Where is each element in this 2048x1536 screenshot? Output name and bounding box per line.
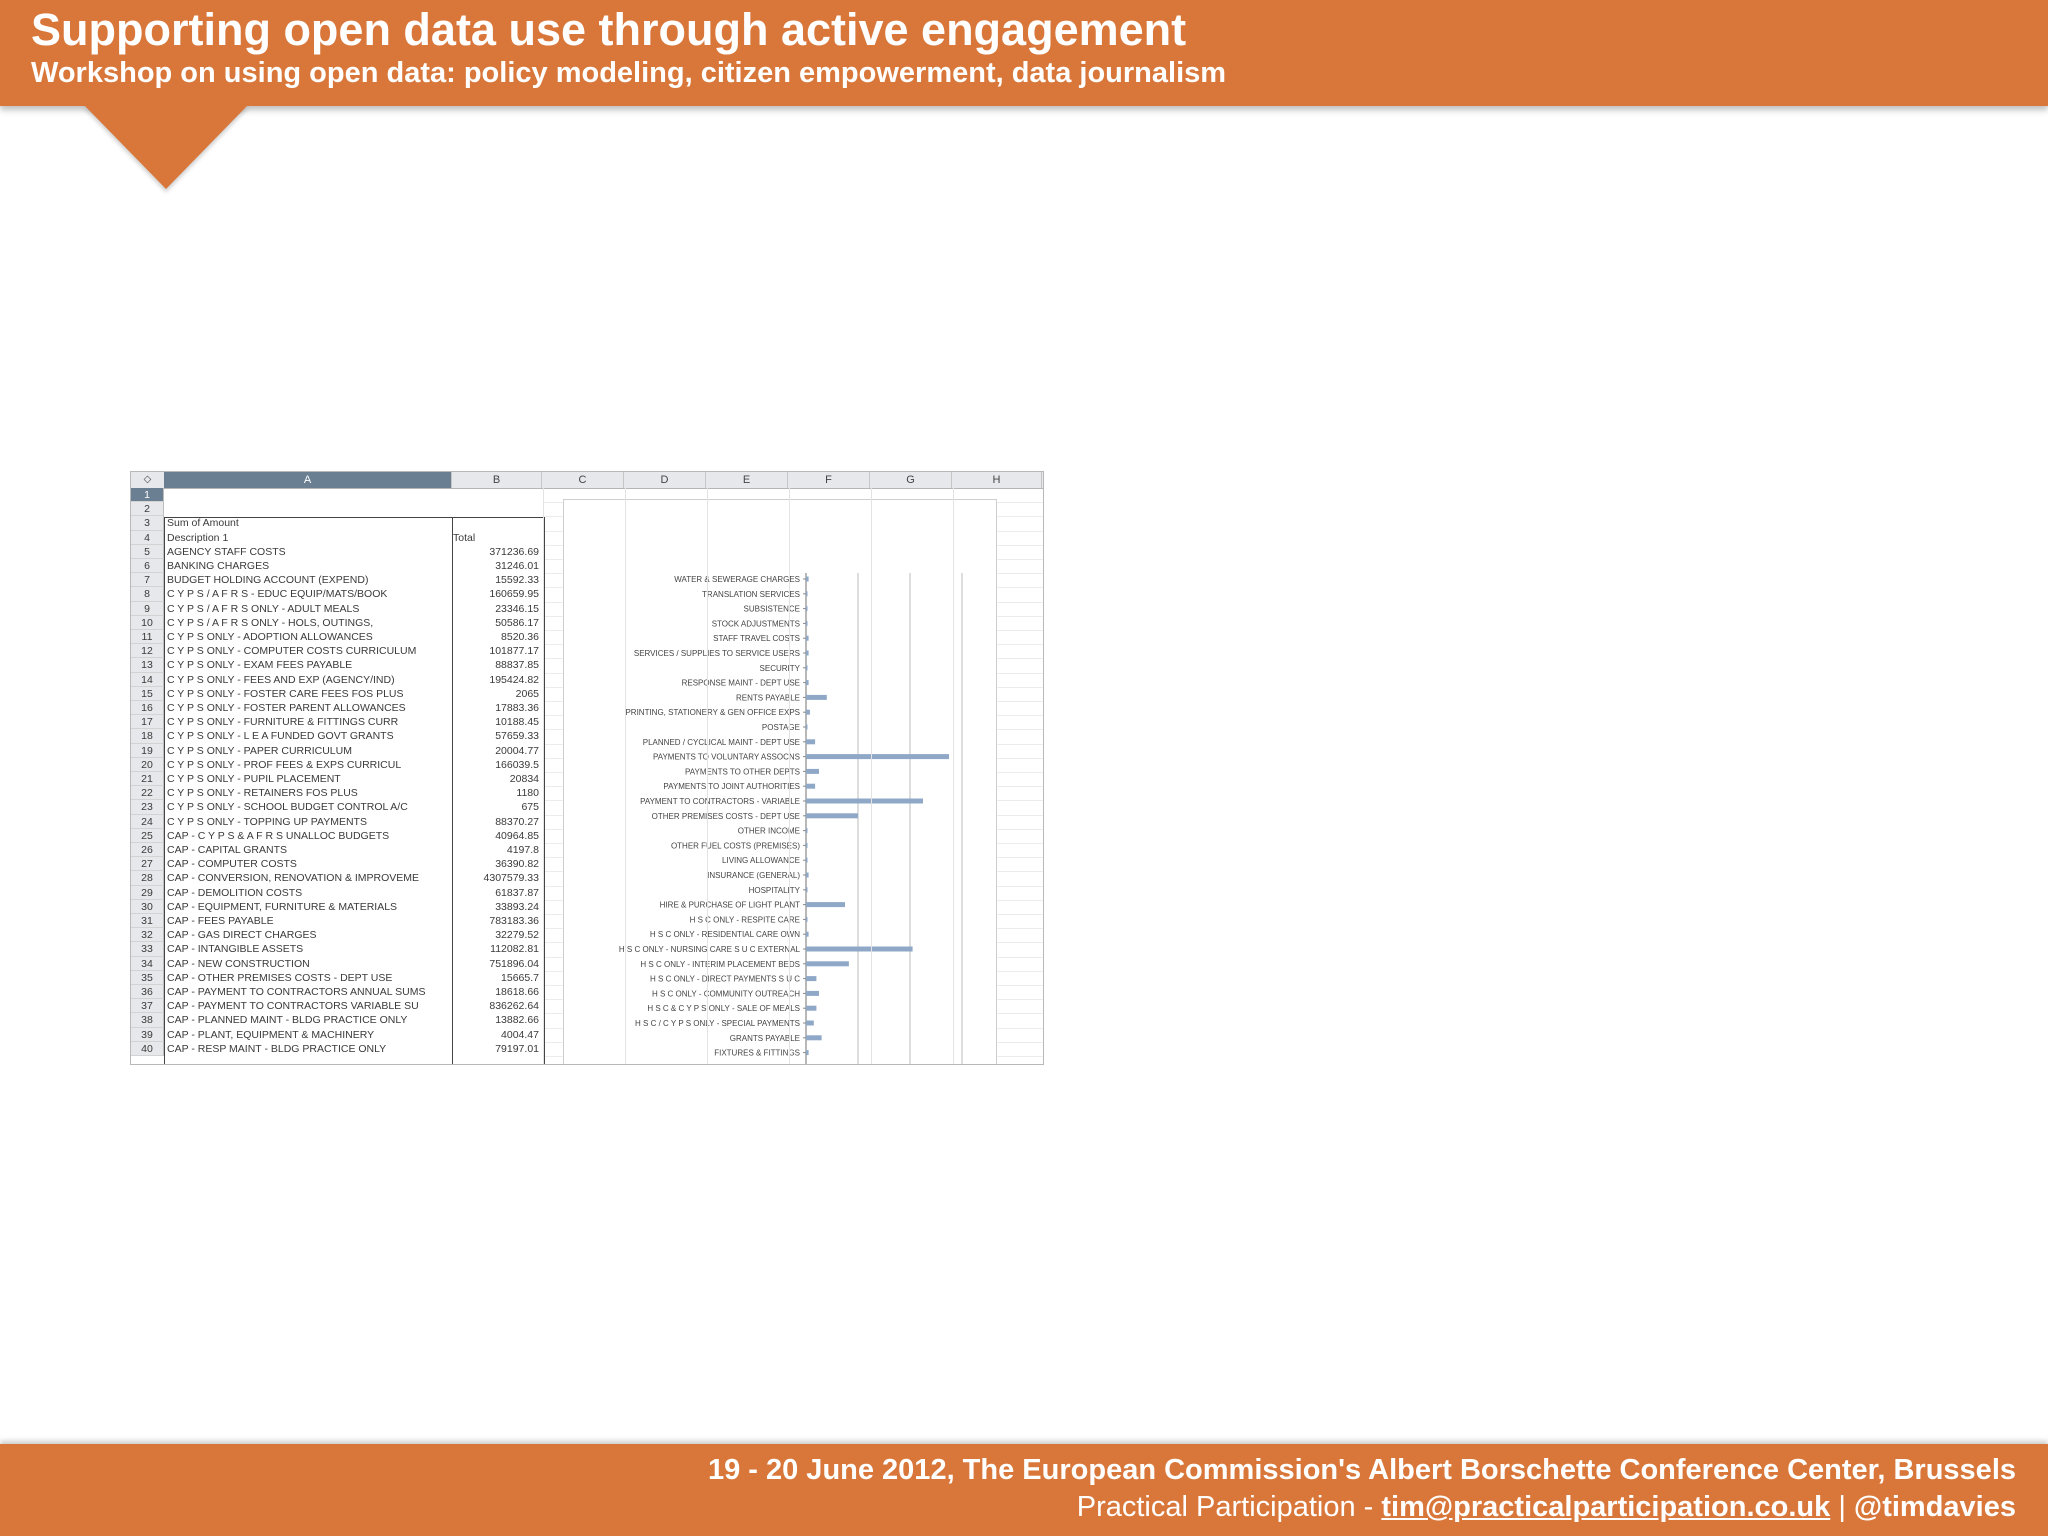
row-number[interactable]: 1 (131, 488, 164, 502)
chart-category-label: OTHER PREMISES COSTS - DEPT USE (651, 811, 800, 821)
slide-footer (0, 1444, 2048, 1536)
spreadsheet-screenshot (130, 471, 1044, 1065)
cell-total[interactable]: 4197.8 (506, 844, 539, 856)
cell-total[interactable]: 18618.66 (495, 986, 539, 998)
cell-description[interactable]: C Y P S ONLY - PAPER CURRICULUM (167, 744, 352, 757)
row-number[interactable]: 24 (131, 815, 164, 829)
cell-total[interactable]: 57659.33 (495, 730, 539, 743)
org-name: Practical Participation - (1076, 1491, 1382, 1523)
cell-total[interactable]: 23346.15 (495, 602, 539, 615)
gridline (625, 488, 626, 1065)
row-number[interactable]: 23 (131, 800, 164, 814)
row-number[interactable]: 5 (131, 545, 164, 559)
cell-total[interactable]: 1180 (516, 787, 539, 800)
chart-bar (806, 636, 809, 641)
chart-bar (806, 1021, 814, 1026)
cell-description[interactable]: CAP - PLANT, EQUIPMENT & MACHINERY (167, 1028, 375, 1041)
row-number[interactable]: 37 (131, 999, 164, 1013)
chart-bar (806, 976, 816, 981)
chart-category-label: H S C ONLY - DIRECT PAYMENTS S U C (650, 974, 800, 984)
cell-total[interactable]: 40964.85 (495, 829, 539, 842)
cell-total[interactable]: 4004.47 (501, 1028, 539, 1041)
column-header-h[interactable]: H (952, 472, 1042, 488)
row-number[interactable]: 10 (131, 616, 164, 630)
cell-description[interactable]: C Y P S ONLY - EXAM FEES PAYABLE (167, 659, 353, 672)
cell-description[interactable]: C Y P S ONLY - COMPUTER COSTS CURRICULUM (167, 645, 417, 658)
chart-bar (806, 710, 810, 715)
chart-bar (806, 813, 858, 818)
cell-total[interactable]: 50586.17 (495, 616, 539, 629)
chart-bar (806, 606, 808, 611)
row-number[interactable]: 2 (131, 502, 164, 516)
chart-category-label: H S C ONLY - NURSING CARE S U C EXTERNAL (618, 945, 800, 954)
cell-description[interactable]: CAP - INTANGIBLE ASSETS (167, 943, 304, 956)
cell-total[interactable]: 675 (521, 801, 539, 814)
row-number[interactable]: 35 (131, 971, 164, 985)
gridline (789, 488, 790, 1065)
row-number[interactable]: 3 (131, 516, 164, 530)
gridline (543, 488, 544, 1065)
chart-bar (806, 754, 949, 759)
cell-description[interactable]: C Y P S ONLY - FEES AND EXP (AGENCY/IND) (167, 673, 395, 686)
chart-bar (806, 917, 808, 922)
chart-category-label: STAFF TRAVEL COSTS (713, 634, 800, 644)
row-number[interactable]: 8 (131, 587, 164, 601)
column-header-d[interactable]: D (624, 472, 706, 488)
row-number[interactable]: 12 (131, 644, 164, 658)
header-pointer-decoration (84, 105, 248, 189)
chart-category-label: PLANNED / CYCLICAL MAINT - DEPT USE (642, 737, 800, 747)
row-number[interactable]: 36 (131, 985, 164, 999)
cell-description[interactable]: CAP - EQUIPMENT, FURNITURE & MATERIALS (167, 900, 398, 913)
row-number[interactable]: 20 (131, 758, 164, 772)
pivot-column-divider (452, 517, 453, 1065)
row-number[interactable]: 33 (131, 942, 164, 956)
chart-bar (806, 651, 809, 656)
gridline (871, 488, 872, 1065)
cell-description[interactable]: CAP - DEMOLITION COSTS (167, 886, 303, 899)
cell-description[interactable]: C Y P S ONLY - FOSTER CARE FEES FOS PLUS (167, 687, 404, 700)
chart-category-label: GRANTS PAYABLE (729, 1033, 800, 1043)
cell-total[interactable]: 88370.27 (495, 815, 539, 828)
cell-total[interactable]: 15665.7 (501, 971, 539, 984)
chart-category-label: PAYMENTS TO OTHER DEPTS (685, 767, 800, 777)
cell-description[interactable]: Description 1 (167, 531, 229, 544)
cell-total[interactable]: 31246.01 (495, 560, 539, 572)
chart-bar (806, 858, 808, 863)
chart-category-label: FIXTURES & FITTINGS (714, 1048, 800, 1058)
slide-header (0, 0, 2048, 106)
cell-description[interactable]: CAP - PAYMENT TO CONTRACTORS VARIABLE SU (167, 1000, 419, 1013)
chart-category-label: H S C ONLY - RESPITE CARE (689, 915, 800, 925)
row-number[interactable]: 28 (131, 871, 164, 885)
cell-total[interactable]: 20834 (509, 773, 539, 785)
cell-total[interactable]: 112082.81 (490, 943, 539, 956)
slide-subtitle: Workshop on using open data: policy modeling, citizen empowerment, data journalism (31, 57, 1227, 89)
chart-category-label: INSURANCE (GENERAL) (707, 871, 800, 880)
select-all-corner-icon: ◇ (131, 472, 165, 488)
cell-description[interactable]: C Y P S ONLY - RETAINERS FOS PLUS (167, 787, 358, 800)
chart-bar (806, 680, 809, 685)
cell-description[interactable]: C Y P S ONLY - PROF FEES & EXPS CURRICUL (167, 758, 402, 771)
row-number[interactable]: 17 (131, 715, 164, 729)
cell-description[interactable]: CAP - CONVERSION, RENOVATION & IMPROVEME (167, 872, 420, 885)
chart-category-label: WATER & SEWERAGE CHARGES (674, 575, 800, 584)
row-number[interactable]: 29 (131, 886, 164, 900)
row-number[interactable]: 4 (131, 531, 164, 545)
chart-category-label: HOSPITALITY (748, 885, 800, 895)
row-number[interactable]: 31 (131, 914, 164, 928)
cell-description[interactable]: C Y P S ONLY - FURNITURE & FITTINGS CURR (167, 716, 399, 729)
chart-bar (806, 961, 849, 966)
column-header-g[interactable]: G (870, 472, 952, 488)
row-number[interactable]: 32 (131, 928, 164, 942)
chart-category-label: STOCK ADJUSTMENTS (711, 619, 800, 629)
chart-bar (806, 621, 808, 626)
column-header-a[interactable]: A (164, 472, 452, 488)
row-number[interactable]: 18 (131, 729, 164, 743)
cell-total[interactable]: 88837.85 (495, 659, 539, 672)
chart-bar (806, 1050, 809, 1055)
chart-bar (806, 739, 815, 744)
row-number[interactable]: 14 (131, 673, 164, 687)
row-number[interactable]: 30 (131, 900, 164, 914)
cell-description[interactable]: CAP - C Y P S & A F R S UNALLOC BUDGETS (167, 829, 390, 842)
email-link[interactable]: tim@practicalparticipation.co.uk (1381, 1491, 1831, 1523)
chart-bar (806, 695, 827, 700)
column-header-f[interactable]: F (788, 472, 870, 488)
cell-total[interactable]: 20004.77 (495, 744, 539, 757)
chart-bar (806, 577, 809, 582)
cell-description[interactable]: CAP - OTHER PREMISES COSTS - DEPT USE (167, 971, 393, 984)
chart-category-label: SECURITY (759, 663, 800, 673)
cell-description[interactable]: CAP - PAYMENT TO CONTRACTORS ANNUAL SUMS (167, 986, 426, 998)
chart-category-label: PAYMENTS TO VOLUNTARY ASSOCNS (652, 752, 800, 762)
cell-description[interactable]: Sum of Amount (167, 517, 239, 530)
row-number[interactable]: 15 (131, 687, 164, 701)
cell-description[interactable]: C Y P S / A F R S ONLY - HOLS, OUTINGS, (167, 616, 374, 629)
contact-line (1077, 1491, 2016, 1524)
cell-total[interactable]: 751896.04 (489, 957, 539, 970)
cell-description[interactable]: C Y P S ONLY - TOPPING UP PAYMENTS (167, 815, 367, 828)
chart-category-label: LIVING ALLOWANCE (722, 856, 800, 866)
column-header-c[interactable]: C (542, 472, 624, 488)
cell-total[interactable]: 101877.17 (489, 645, 539, 658)
cell-total[interactable]: 36390.82 (495, 858, 539, 871)
cell-description[interactable]: CAP - NEW CONSTRUCTION (167, 957, 310, 970)
cell-total[interactable]: 166039.5 (495, 758, 539, 771)
row-number[interactable]: 34 (131, 957, 164, 971)
twitter-handle: @timdavies (1853, 1491, 2016, 1523)
chart-bar (806, 769, 819, 774)
cell-total[interactable]: 32279.52 (495, 929, 539, 942)
cell-total[interactable]: 783183.36 (489, 915, 539, 927)
gridline (953, 488, 954, 1065)
chart-bar (806, 887, 808, 892)
chart-bar (806, 828, 808, 833)
chart-bar (806, 873, 809, 878)
chart-category-label: HIRE & PURCHASE OF LIGHT PLANT (659, 900, 800, 910)
cell-description[interactable]: BANKING CHARGES (167, 560, 270, 572)
cell-description[interactable]: C Y P S ONLY - L E A FUNDED GOVT GRANTS (167, 730, 394, 743)
row-number[interactable]: 26 (131, 843, 164, 857)
chart-category-label: H S C ONLY - COMMUNITY OUTREACH (651, 989, 800, 999)
row-number[interactable]: 19 (131, 744, 164, 758)
column-header-e[interactable]: E (706, 472, 788, 488)
slide-title: Supporting open data use through active engagement (31, 4, 1187, 55)
cell-description[interactable]: C Y P S ONLY - ADOPTION ALLOWANCES (167, 631, 373, 643)
row-number[interactable]: 13 (131, 658, 164, 672)
cell-total[interactable]: 2065 (515, 687, 539, 700)
row-number[interactable]: 22 (131, 786, 164, 800)
chart-category-label: H S C ONLY - RESIDENTIAL CARE OWN (649, 930, 800, 940)
cell-total[interactable]: 8520.36 (501, 631, 539, 643)
event-info: 19 - 20 June 2012, The European Commission's Albert Borschette Conference Center, Brussels (707, 1454, 2016, 1486)
cell-total[interactable]: 195424.82 (489, 673, 539, 686)
chart-category-label: H S C ONLY - INTERIM PLACEMENT BEDS (640, 959, 800, 969)
chart-bar (806, 784, 815, 789)
cell-description[interactable]: BUDGET HOLDING ACCOUNT (EXPEND) (167, 574, 369, 587)
pivot-table-border (164, 517, 545, 1065)
cell-description[interactable]: C Y P S ONLY - PUPIL PLACEMENT (167, 773, 341, 785)
chart-category-label: RESPONSE MAINT - DEPT USE (681, 678, 800, 688)
row-number[interactable]: 25 (131, 829, 164, 843)
cell-total[interactable]: 33893.24 (495, 900, 539, 913)
cell-description[interactable]: C Y P S ONLY - FOSTER PARENT ALLOWANCES (167, 702, 406, 714)
cell-total[interactable]: 13882.66 (495, 1014, 539, 1027)
cell-description[interactable]: AGENCY STAFF COSTS (167, 545, 286, 558)
cell-total[interactable]: 17883.36 (495, 702, 539, 714)
cell-total[interactable]: 15592.33 (495, 574, 539, 587)
chart-bar (806, 991, 819, 996)
cell-total[interactable]: 836262.64 (489, 1000, 539, 1013)
chart-category-label: H S C / C Y P S ONLY - SPECIAL PAYMENTS (635, 1019, 800, 1028)
cell-description[interactable]: C Y P S ONLY - SCHOOL BUDGET CONTROL A/C (167, 801, 408, 814)
row-number[interactable]: 7 (131, 573, 164, 587)
row-number[interactable]: 21 (131, 772, 164, 786)
row-number[interactable]: 16 (131, 701, 164, 715)
row-number[interactable]: 39 (131, 1028, 164, 1042)
cell-total[interactable]: 160659.95 (489, 588, 539, 601)
cell-total[interactable]: 371236.69 (489, 545, 539, 558)
cell-total[interactable]: Total (453, 531, 476, 544)
cell-description[interactable]: C Y P S / A F R S ONLY - ADULT MEALS (167, 602, 360, 615)
cell-total[interactable]: 4307579.33 (483, 872, 539, 885)
chart-category-label: PAYMENTS TO JOINT AUTHORITIES (663, 782, 800, 792)
chart-bar (806, 947, 913, 952)
chart-bar (806, 932, 809, 937)
row-number[interactable]: 27 (131, 857, 164, 871)
cell-description[interactable]: CAP - CAPITAL GRANTS (167, 844, 287, 856)
cell-total[interactable]: 79197.01 (495, 1042, 539, 1055)
cell-description[interactable]: CAP - GAS DIRECT CHARGES (167, 929, 317, 942)
cell-description[interactable]: C Y P S / A F R S - EDUC EQUIP/MATS/BOOK (167, 588, 388, 601)
cell-description[interactable]: CAP - RESP MAINT - BLDG PRACTICE ONLY (167, 1042, 387, 1055)
separator: | (1830, 1491, 1854, 1523)
chart-bar (806, 1006, 816, 1011)
row-number[interactable]: 11 (131, 630, 164, 644)
chart-bar (806, 843, 808, 848)
cell-description[interactable]: CAP - PLANNED MAINT - BLDG PRACTICE ONLY (167, 1014, 408, 1027)
chart-category-label: PRINTING, STATIONERY & GEN OFFICE EXPS (625, 708, 800, 718)
chart-category-label: PAYMENT TO CONTRACTORS - VARIABLE (640, 797, 800, 806)
chart-category-label: SUBSISTENCE (743, 604, 800, 614)
column-header-b[interactable]: B (452, 472, 542, 488)
chart-category-label: POSTAGE (761, 723, 800, 732)
row-number[interactable]: 9 (131, 602, 164, 616)
chart-bar (806, 1035, 822, 1040)
row-number[interactable]: 6 (131, 559, 164, 573)
gridline (707, 488, 708, 1065)
chart-bar (806, 902, 845, 907)
row-number[interactable]: 40 (131, 1042, 164, 1056)
chart-category-label: TRANSLATION SERVICES (702, 589, 800, 599)
chart-category-label: H S C & C Y P S ONLY - SALE OF MEALS (647, 1004, 800, 1014)
chart-category-label: RENTS PAYABLE (735, 693, 800, 703)
chart-category-label: SERVICES / SUPPLIES TO SERVICE USERS (633, 649, 800, 658)
cell-total[interactable]: 10188.45 (495, 716, 539, 729)
chart-bar (806, 725, 808, 730)
chart-category-label: OTHER INCOME (737, 826, 800, 836)
chart-category-label: OTHER FUEL COSTS (PREMISES) (670, 841, 800, 851)
chart-bar (806, 799, 923, 804)
cell-description[interactable]: CAP - FEES PAYABLE (167, 915, 274, 927)
column-header-row (131, 472, 1043, 489)
embedded-bar-chart (563, 499, 995, 1065)
row-number[interactable]: 38 (131, 1013, 164, 1027)
cell-description[interactable]: CAP - COMPUTER COSTS (167, 858, 297, 871)
cell-total[interactable]: 61837.87 (495, 886, 539, 899)
chart-bar (806, 591, 808, 596)
chart-bar (806, 665, 808, 670)
